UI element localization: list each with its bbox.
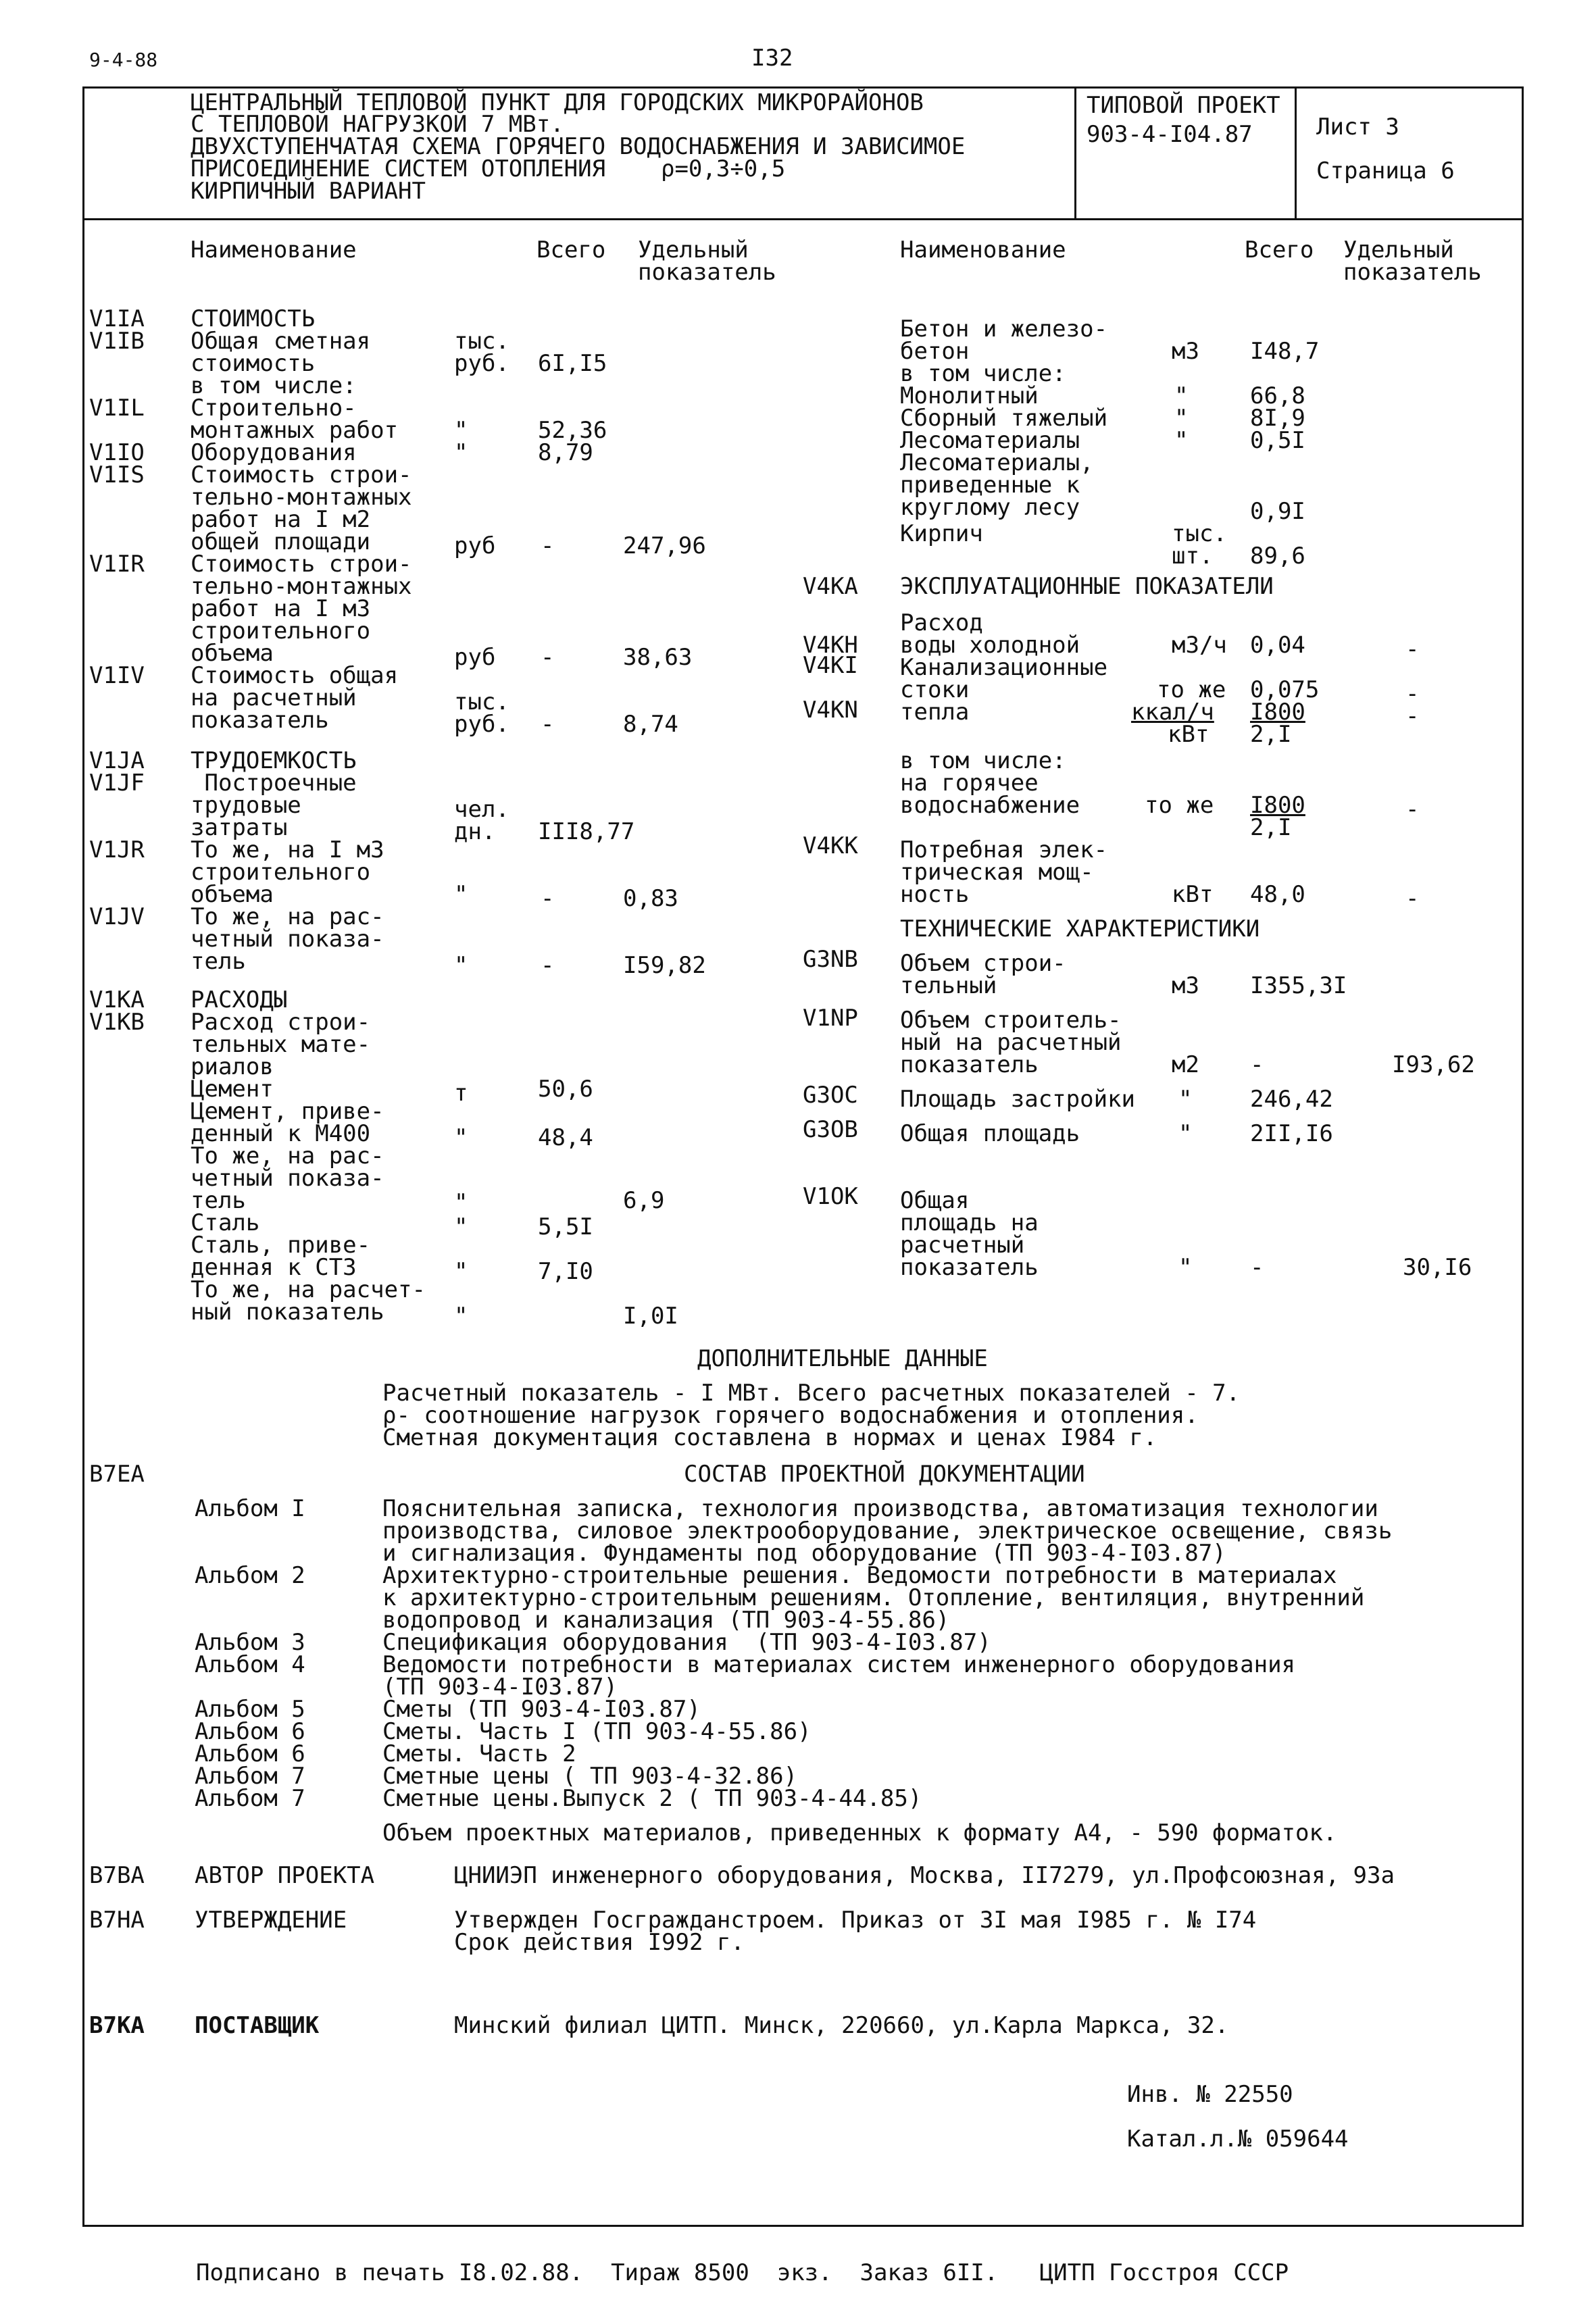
- row-name: Лесоматериалы: [900, 427, 1080, 454]
- row-specific: -: [1405, 885, 1420, 912]
- row-specific: -: [1405, 796, 1420, 823]
- row-specific: 247,96: [623, 532, 706, 559]
- album-text: Сметы. Часть 2: [382, 1740, 576, 1767]
- row-name: объема: [191, 881, 274, 908]
- row-total: 8I,9: [1250, 405, 1305, 432]
- row-name: Расход строи-: [191, 1009, 371, 1036]
- row-total: 2II,I6: [1250, 1120, 1333, 1147]
- album-label: Альбом 7: [195, 1785, 305, 1812]
- row-name: тель: [191, 1187, 246, 1214]
- supplier-label: ПОСТАВЩИК: [195, 2012, 320, 2039]
- section-title: ЭКСПЛУАТАЦИОННЫЕ ПОКАЗАТЕЛИ: [900, 573, 1274, 600]
- row-specific: 0,83: [623, 885, 678, 912]
- row-name: объема: [191, 640, 274, 667]
- row-name: площадь на: [900, 1209, 1039, 1236]
- row-name: Цемент: [191, 1076, 274, 1103]
- page-label: Страница 6: [1316, 157, 1455, 184]
- row-unit: ": [454, 439, 468, 466]
- col-specific-right-2: показатель: [1343, 259, 1482, 286]
- row-total: -: [541, 885, 555, 912]
- volume-note: Объем проектных материалов, приведенных к формату А4, - 590 форматок.: [382, 1819, 1337, 1846]
- row-name: работ на I м2: [191, 506, 371, 533]
- row-specific: I93,62: [1392, 1051, 1475, 1078]
- row-code: B7HA: [89, 1907, 145, 1934]
- row-unit: ": [1178, 1120, 1193, 1147]
- row-unit: ": [454, 1124, 468, 1151]
- row-unit: м3: [1172, 972, 1199, 999]
- row-specific: I59,82: [623, 952, 706, 979]
- row-total: 0,075: [1250, 676, 1320, 703]
- approval-label: УТВЕРЖДЕНИЕ: [195, 1907, 347, 1934]
- row-name: бетон: [900, 338, 970, 365]
- project-number: 903-4-I04.87: [1087, 121, 1253, 148]
- row-total: 246,42: [1250, 1086, 1333, 1113]
- row-unit: руб: [454, 532, 496, 559]
- row-unit: шт.: [1172, 543, 1214, 570]
- row-name: тель: [191, 948, 246, 975]
- album-text: к архитектурно-строительным решениям. Отопление, вентиляция, внутренний: [382, 1584, 1365, 1611]
- col-specific-left-1: Удельный: [638, 236, 749, 263]
- row-specific: -: [1405, 680, 1420, 707]
- col-name-left: Наименование: [191, 236, 357, 263]
- row-name: Лесоматериалы,: [900, 449, 1094, 476]
- row-total: -: [541, 711, 555, 738]
- author-text: ЦНИИЭП инженерного оборудования, Москва, II7279, ул.Профсоюзная, 93а: [454, 1862, 1395, 1889]
- row-code: V1OK: [803, 1183, 858, 1210]
- row-name: Монолитный: [900, 382, 1039, 409]
- album-label: Альбом 2: [195, 1562, 305, 1589]
- album-label: Альбом I: [195, 1495, 305, 1522]
- album-text: Сметы (ТП 903-4-I03.87): [382, 1696, 701, 1723]
- album-text: водопровод и канализация (ТП 903-4-55.86): [382, 1607, 950, 1634]
- row-unit: ": [1178, 1086, 1193, 1113]
- row-name: Площадь застройки: [900, 1086, 1135, 1113]
- row-code: V1IO: [89, 439, 145, 466]
- row-code: V1IS: [89, 461, 145, 488]
- row-total: 7,I0: [538, 1258, 593, 1285]
- header-divider: [82, 218, 1524, 220]
- row-name: стоки: [900, 676, 970, 703]
- row-name: ность: [900, 881, 970, 908]
- album-text: Архитектурно-строительные решения. Ведомости потребности в материалах: [382, 1562, 1337, 1589]
- header-separator-1: [1074, 86, 1076, 218]
- row-name: общей площади: [191, 528, 371, 555]
- row-specific: -: [1405, 636, 1420, 663]
- row-total: 6I,I5: [538, 350, 607, 377]
- row-name: СТОИМОСТЬ: [191, 305, 316, 332]
- row-name: в том числе:: [900, 360, 1066, 387]
- row-name: расчетный: [900, 1232, 1025, 1259]
- row-code: V4KK: [803, 832, 858, 859]
- row-name: Общая сметная: [191, 328, 371, 355]
- row-total: -: [1250, 1051, 1264, 1078]
- row-total: -: [1250, 1254, 1264, 1281]
- row-total: 0,04: [1250, 632, 1305, 659]
- row-name: в том числе:: [900, 747, 1066, 774]
- row-total: III8,77: [538, 818, 635, 845]
- row-code: V1JV: [89, 903, 145, 930]
- row-unit: то же: [1157, 676, 1226, 703]
- row-unit: тыс.: [1172, 520, 1227, 547]
- album-text: производства, силовое электрооборудование, электрическое освещение, связь: [382, 1517, 1393, 1544]
- header-title-line: ДВУХСТУПЕНЧАТАЯ СХЕМА ГОРЯЧЕГО ВОДОСНАБЖЕНИЯ И ЗАВИСИМОЕ: [191, 133, 966, 160]
- additional-line: Сметная документация составлена в нормах и ценах I984 г.: [382, 1424, 1157, 1451]
- approval-text: Утвержден Госгражданстроем. Приказ от 3I мая I985 г. № I74: [454, 1907, 1257, 1934]
- row-name: Бетон и железо-: [900, 316, 1108, 343]
- row-code: V1IV: [89, 662, 145, 689]
- row-total: I355,3I: [1250, 972, 1347, 999]
- row-unit: ": [1174, 405, 1189, 432]
- row-unit: ": [454, 1189, 468, 1216]
- album-label: Альбом 4: [195, 1651, 305, 1678]
- row-total: I800: [1250, 699, 1305, 726]
- row-code: V1KB: [89, 1009, 145, 1036]
- header-title-line: С ТЕПЛОВОЙ НАГРУЗКОЙ 7 МВт.: [191, 111, 564, 138]
- row-code: V1NP: [803, 1005, 858, 1032]
- row-name: Сталь, приве-: [191, 1232, 371, 1259]
- col-total-left: Всего: [537, 236, 606, 263]
- row-name: То же, на расчет-: [191, 1276, 426, 1303]
- row-name: денный к М400: [191, 1120, 371, 1147]
- row-name: Кирпич: [900, 520, 983, 547]
- album-text: и сигнализация. Фундаменты под оборудование (ТП 903-4-I03.87): [382, 1540, 1226, 1567]
- row-name: строительного: [191, 859, 371, 886]
- row-total: 2,I: [1250, 814, 1292, 841]
- row-total: 0,5I: [1250, 427, 1305, 454]
- row-unit: дн.: [454, 818, 496, 845]
- row-name: показатель: [191, 707, 329, 734]
- row-unit: руб.: [454, 350, 509, 377]
- row-name: строительного: [191, 618, 371, 645]
- header-title-line: ПРИСОЕДИНЕНИЕ СИСТЕМ ОТОПЛЕНИЯ ρ=0,3÷0,5: [191, 155, 786, 182]
- row-name: Канализационные: [900, 654, 1108, 681]
- row-unit: м3: [1172, 338, 1199, 365]
- row-unit: кВт: [1172, 881, 1214, 908]
- row-name: показатель: [900, 1254, 1039, 1281]
- col-specific-right-1: Удельный: [1343, 236, 1454, 263]
- section-title: ДОПОЛНИТЕЛЬНЫЕ ДАННЫЕ: [697, 1345, 988, 1372]
- row-unit: кВт: [1168, 721, 1210, 748]
- album-label: Альбом 3: [195, 1629, 305, 1656]
- row-name: четный показа-: [191, 1165, 384, 1192]
- col-name-right: Наименование: [900, 236, 1066, 263]
- header-title-line: ЦЕНТРАЛЬНЫЙ ТЕПЛОВОЙ ПУНКТ ДЛЯ ГОРОДСКИХ МИКРОРАЙОНОВ: [191, 89, 924, 116]
- row-name: Расход: [900, 609, 983, 636]
- row-name: на горячее: [900, 770, 1039, 797]
- row-name: Оборудования: [191, 439, 357, 466]
- additional-line: Расчетный показатель - I МВт. Всего расчетных показателей - 7.: [382, 1380, 1241, 1407]
- row-specific: 6,9: [623, 1187, 665, 1214]
- album-text: Ведомости потребности в материалах систем инженерного оборудования: [382, 1651, 1296, 1678]
- row-code: B7BA: [89, 1862, 145, 1889]
- row-name: Потребная элек-: [900, 836, 1108, 863]
- row-specific: -: [1405, 703, 1420, 730]
- row-code: V4KH: [803, 632, 858, 659]
- row-name: ный показатель: [191, 1299, 384, 1326]
- row-total: 5,5I: [538, 1213, 593, 1240]
- row-specific: 38,63: [623, 644, 693, 671]
- row-name: монтажных работ: [191, 417, 399, 444]
- row-total: I48,7: [1250, 338, 1320, 365]
- section-title: СОСТАВ ПРОЕКТНОЙ ДОКУМЕНТАЦИИ: [684, 1461, 1085, 1488]
- row-name: четный показа-: [191, 926, 384, 953]
- row-total: 52,36: [538, 417, 607, 444]
- row-name: Общая площадь: [900, 1120, 1080, 1147]
- album-text: Сметные цены.Выпуск 2 ( ТП 903-4-44.85): [382, 1785, 922, 1812]
- row-name: в том числе:: [191, 372, 357, 399]
- row-unit: м2: [1172, 1051, 1199, 1078]
- row-specific: 8,74: [623, 711, 678, 738]
- row-specific: 30,I6: [1403, 1254, 1472, 1281]
- row-name: Стоимость строи-: [191, 461, 412, 488]
- row-name: Стоимость общая: [191, 662, 399, 689]
- col-specific-left-2: показатель: [638, 259, 776, 286]
- row-total: 8,79: [538, 439, 593, 466]
- row-name: показатель: [900, 1051, 1039, 1078]
- row-name: тельных мате-: [191, 1031, 371, 1058]
- row-name: То же, на рас-: [191, 1142, 384, 1169]
- sheet-label: Лист 3: [1316, 114, 1399, 141]
- row-name: Сталь: [191, 1209, 260, 1236]
- row-total: -: [541, 952, 555, 979]
- row-code: V1IA: [89, 305, 145, 332]
- row-specific: I,0I: [623, 1303, 678, 1330]
- row-code: V1JR: [89, 836, 145, 863]
- row-unit: ": [454, 952, 468, 979]
- row-total: 66,8: [1250, 382, 1305, 409]
- album-label: Альбом 7: [195, 1763, 305, 1790]
- row-total: 89,6: [1250, 543, 1305, 570]
- row-name: воды холодной: [900, 632, 1080, 659]
- row-name: работ на I м3: [191, 595, 371, 622]
- row-name: круглому лесу: [900, 494, 1080, 521]
- header-title-line: КИРПИЧНЫЙ ВАРИАНТ: [191, 178, 426, 205]
- album-label: Альбом 6: [195, 1718, 305, 1745]
- row-total: -: [541, 532, 555, 559]
- row-name: Объем строитель-: [900, 1007, 1122, 1034]
- row-code: V1IB: [89, 328, 145, 355]
- album-text: Сметы. Часть I (ТП 903-4-55.86): [382, 1718, 812, 1745]
- catalog-number: Катал.л.№ 059644: [1127, 2126, 1349, 2153]
- row-code: V1JF: [89, 770, 145, 797]
- row-unit: ": [1178, 1254, 1193, 1281]
- row-name: денная к СТ3: [191, 1254, 357, 1281]
- row-name: на расчетный: [191, 684, 357, 711]
- row-total: 2,I: [1250, 721, 1292, 748]
- row-unit: ": [454, 881, 468, 908]
- row-code: V4KI: [803, 652, 858, 679]
- album-text: (ТП 903-4-I03.87): [382, 1674, 618, 1701]
- row-code: B7EA: [89, 1461, 145, 1488]
- row-unit: то же: [1145, 792, 1214, 819]
- album-label: Альбом 5: [195, 1696, 305, 1723]
- row-name: риалов: [191, 1053, 274, 1080]
- row-name: То же, на рас-: [191, 903, 384, 930]
- row-unit: ": [454, 1258, 468, 1285]
- row-name: ный на расчетный: [900, 1029, 1122, 1056]
- row-code: V4KA: [803, 573, 858, 600]
- section-title: ТЕХНИЧЕСКИЕ ХАРАКТЕРИСТИКИ: [900, 915, 1260, 942]
- header-separator-2: [1295, 86, 1297, 218]
- row-unit: ": [1174, 382, 1189, 409]
- album-text: Спецификация оборудования (ТП 903-4-I03.87): [382, 1629, 991, 1656]
- row-code: V1KA: [89, 986, 145, 1013]
- row-unit: тыс.: [454, 328, 509, 355]
- row-name: водоснабжение: [900, 792, 1080, 819]
- row-code: B7KA: [89, 2012, 145, 2039]
- inventory-number: Инв. № 22550: [1127, 2081, 1293, 2108]
- row-code: G3OB: [803, 1116, 858, 1143]
- row-name: Построечные: [191, 770, 357, 797]
- row-name: То же, на I м3: [191, 836, 384, 863]
- row-name: Цемент, приве-: [191, 1098, 384, 1125]
- row-code: V1JA: [89, 747, 145, 774]
- row-unit: чел.: [454, 796, 509, 823]
- row-total: -: [541, 644, 555, 671]
- row-name: Общая: [900, 1187, 970, 1214]
- row-unit: м3/ч: [1172, 632, 1227, 659]
- row-total: I800: [1250, 792, 1305, 819]
- print-footer: Подписано в печать I8.02.88. Тираж 8500 экз. Заказ 6II. ЦИТП Госстроя СССР: [196, 2259, 1289, 2286]
- row-name: трудовые: [191, 792, 301, 819]
- album-text: Пояснительная записка, технология производства, автоматизация технологии: [382, 1495, 1378, 1522]
- row-total: 48,0: [1250, 881, 1305, 908]
- album-text: Сметные цены ( ТП 903-4-32.86): [382, 1763, 798, 1790]
- row-total: 48,4: [538, 1124, 593, 1151]
- row-unit: руб: [454, 644, 496, 671]
- row-name: тепла: [900, 699, 970, 726]
- row-name: тельно-монтажных: [191, 484, 412, 511]
- row-name: Стоимость строи-: [191, 551, 412, 578]
- row-name: Объем строи-: [900, 950, 1066, 977]
- row-unit: ккал/ч: [1131, 699, 1214, 726]
- row-code: G3NB: [803, 946, 858, 973]
- row-total: 0,9I: [1250, 498, 1305, 525]
- row-name: тельный: [900, 972, 997, 999]
- row-unit: ": [1174, 427, 1189, 454]
- approval-text: Срок действия I992 г.: [454, 1929, 745, 1956]
- page-number: I32: [751, 45, 793, 72]
- row-unit: ": [454, 417, 468, 444]
- album-label: Альбом 6: [195, 1740, 305, 1767]
- author-label: АВТОР ПРОЕКТА: [195, 1862, 375, 1889]
- row-name: стоимость: [191, 350, 316, 377]
- additional-line: ρ- соотношение нагрузок горячего водоснабжения и отопления.: [382, 1402, 1199, 1429]
- row-name: затраты: [191, 814, 288, 841]
- row-name: трическая мощ-: [900, 859, 1094, 886]
- row-unit: тыс.: [454, 688, 509, 715]
- row-name: Строительно-: [191, 395, 357, 422]
- row-name: тельно-монтажных: [191, 573, 412, 600]
- supplier-text: Минский филиал ЦИТП. Минск, 220660, ул.Карла Маркса, 32.: [454, 2012, 1229, 2039]
- row-code: V4KN: [803, 697, 858, 724]
- col-total-right: Всего: [1245, 236, 1314, 263]
- print-date: 9-4-88: [89, 49, 158, 71]
- project-label: ТИПОВОЙ ПРОЕКТ: [1087, 92, 1280, 119]
- row-code: G3OC: [803, 1082, 858, 1109]
- row-unit: руб.: [454, 711, 509, 738]
- row-code: V1IR: [89, 551, 145, 578]
- row-unit: ": [454, 1303, 468, 1330]
- row-total: 50,6: [538, 1076, 593, 1103]
- row-name: приведенные к: [900, 472, 1080, 499]
- row-unit: ": [454, 1213, 468, 1240]
- row-name: Сборный тяжелый: [900, 405, 1108, 432]
- row-name: РАСХОДЫ: [191, 986, 288, 1013]
- row-name: ТРУДОЕМКОСТЬ: [191, 747, 357, 774]
- row-unit: т: [454, 1080, 468, 1107]
- row-code: V1IL: [89, 395, 145, 422]
